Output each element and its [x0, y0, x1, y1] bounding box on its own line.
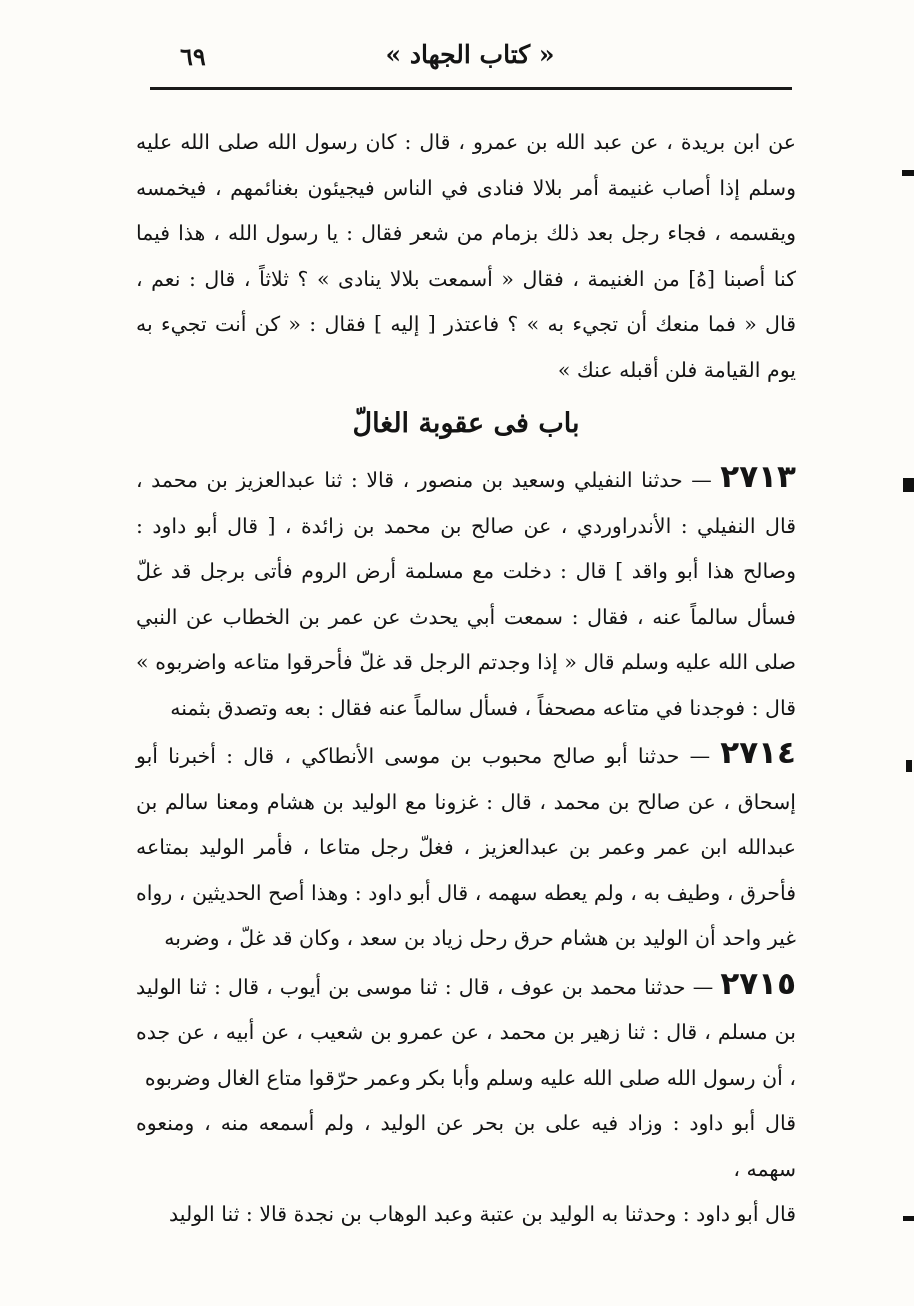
header-rule — [150, 87, 792, 90]
hadith-2713 — [136, 455, 796, 731]
running-title: « كتاب الجهاد » — [385, 40, 555, 69]
hadith-text: — حدثنا محمد بن عوف ، قال : ثنا موسى بن أيوب ، قال : ثنا الوليد بن مسلم ، قال : ثنا زهير بن محمد ، عن عمرو بن شعيب ، عن أبيه ، عن جده ، أن رسول الله صلى الله عليه وسلم وأبا بكر وعمر حرّقوا متاع الغال وضربوه — [136, 974, 796, 1090]
page-header — [150, 40, 790, 76]
hadith-2714 — [136, 731, 796, 962]
margin-mark — [903, 478, 914, 492]
main-text — [136, 120, 796, 1238]
margin-mark — [903, 1216, 914, 1221]
intro-paragraph: عن ابن بريدة ، عن عبد الله بن عمرو ، قال : كان رسول الله صلى الله عليه وسلم إذا أصاب غنيمة أمر بلالا فنادى في الناس فيجيئون بغنائمهم ، فيخمسه ويقسمه ، فجاء رجل بعد ذلك بزمام من شعر فقال : يا رسول الله ، هذا فيما كنا أصبنا [هُ] من الغنيمة ، فقال « أسمعت بلالا ينادى » ؟ ثلاثاً ، قال : نعم ، قال « فما منعك أن تجيء به » ؟ فاعتذر [ إليه ] فقال : « كن أنت تجيء به يوم القيامة فلن أقبله عنك » — [136, 130, 796, 382]
hadith-number: ٢٧١٣ — [720, 459, 796, 495]
section-heading: باب فى عقوبة الغالّ — [352, 408, 580, 439]
margin-mark — [906, 760, 912, 772]
hadith-text: — حدثنا أبو صالح محبوب بن موسى الأنطاكي ، قال : أخبرنا أبو إسحاق ، عن صالح بن محمد ، قال : غزونا مع الوليد بن هشام ومعنا سالم بن عبدالله ابن عمر وعمر بن عبدالعزيز ، فغلّ رجل متاعا ، فأمر الوليد بمتاعه فأحرق ، وطيف به ، ولم يعطه سهمه ، قال أبو داود : وهذا أصح الحديثين ، رواه غير واحد أن الوليد بن هشام حرق رحل زياد بن سعد ، وكان قد غلّ ، وضربه — [136, 744, 796, 950]
hadith-text: — حدثنا النفيلي وسعيد بن منصور ، قالا : ثنا عبدالعزيز بن محمد ، قال النفيلي : الأندراوردي ، عن صالح بن محمد بن زائدة ، [ قال أبو داود : وصالح هذا أبو واقد ] قال : دخلت مع مسلمة أرض الروم فأتى برجل قد غلّ فسأل سالماً عنه ، فقال : سمعت أبي يحدث عن عمر بن الخطاب عن النبي صلى الله عليه وسلم قال « إذا وجدتم الرجل قد غلّ فأحرقوا متاعه واضربوه » قال : فوجدنا في متاعه مصحفاً ، فسأل سالماً عنه فقال : بعه وتصدق بثمنه — [136, 468, 796, 720]
page-number: ٦٩ — [180, 42, 206, 71]
margin-mark — [902, 170, 914, 176]
hadith-number: ٢٧١٥ — [720, 965, 796, 1002]
closing-note-1: قال أبو داود : وزاد فيه على بن بحر عن الوليد ، ولم أسمعه منه ، ومنعوه سهمه ، — [136, 1111, 796, 1181]
closing-note-2: قال أبو داود : وحدثنا به الوليد بن عتبة وعبد الوهاب بن نجدة قالا : ثنا الوليد — [169, 1202, 796, 1226]
hadith-2715 — [136, 962, 796, 1102]
hadith-number: ٢٧١٤ — [720, 735, 796, 771]
